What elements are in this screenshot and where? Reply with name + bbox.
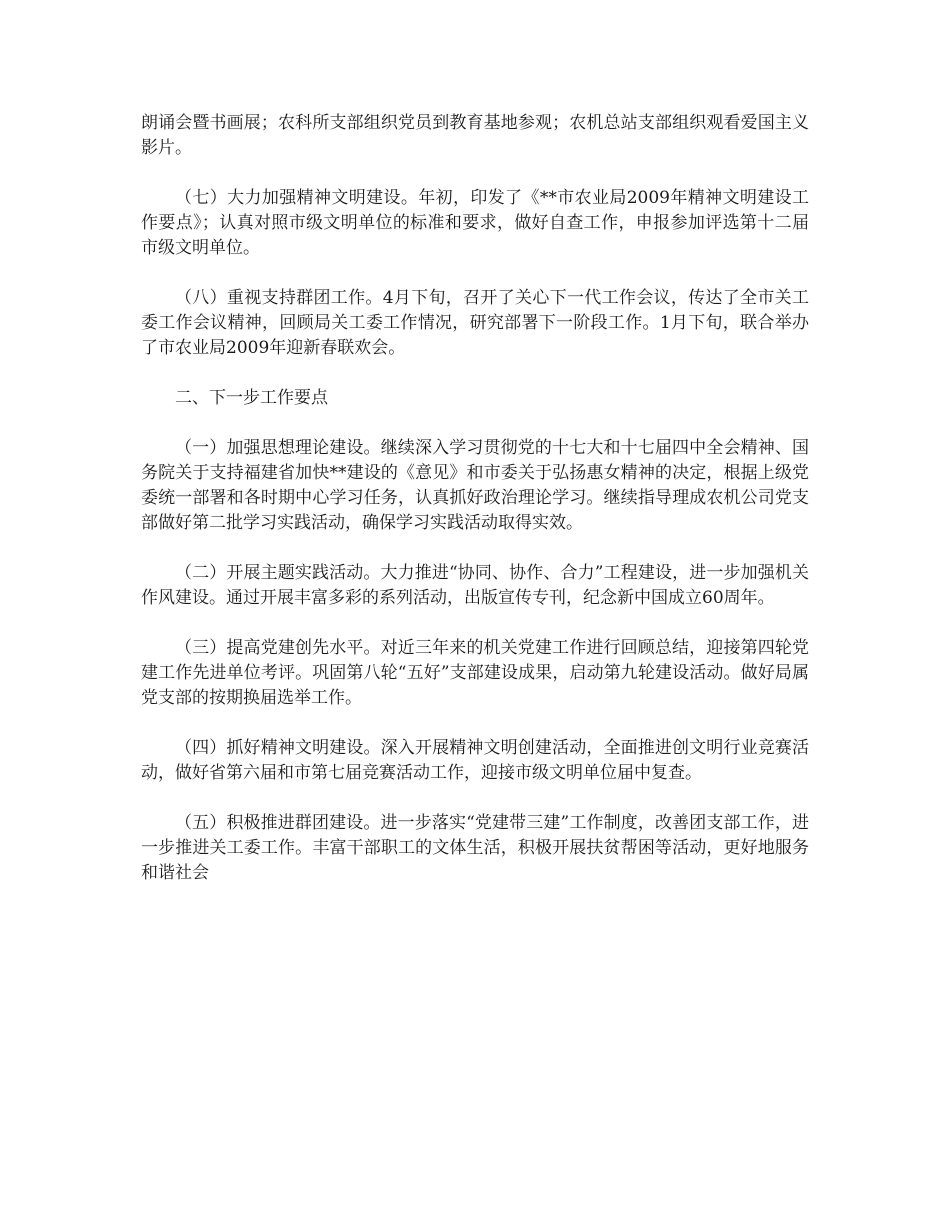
paragraph-step-4: （四）抓好精神文明建设。深入开展精神文明创建活动，全面推进创文明行业竞赛活动，做好省第六届和市第七届竞赛活动工作，迎接市级文明单位届中复查。 [141, 738, 809, 783]
paragraph-item-7: （七）大力加强精神文明建设。年初，印发了《**市农业局2009年精神文明建设工作要点》；认真对照市级文明单位的标准和要求，做好自查工作，申报参加评选第十二届市级文明单位。 [141, 188, 809, 258]
section-heading-next-steps: 二、下一步工作要点 [175, 388, 328, 408]
paragraph-continuation: 朗诵会暨书画展；农科所支部组织党员到教育基地参观；农机总站支部组织观看爱国主义影片。 [141, 113, 809, 158]
paragraph-item-8: （八）重视支持群团工作。4月下旬，召开了关心下一代工作会议，传达了全市关工委工作会议精神，回顾局关工委工作情况，研究部署下一阶段工作。1月下旬，联合举办了市农业局2009年迎新春联欢会。 [141, 288, 809, 358]
paragraph-step-3: （三）提高党建创先水平。对近三年来的机关党建工作进行回顾总结，迎接第四轮党建工作先进单位考评。巩固第八轮“五好”支部建设成果，启动第九轮建设活动。做好局属党支部的按期换届选举工作。 [141, 638, 809, 708]
paragraph-step-1: （一）加强思想理论建设。继续深入学习贯彻党的十七大和十七届四中全会精神、国务院关于支持福建省加快**建设的《意见》和市委关于弘扬惠女精神的决定，根据上级党委统一部署和各时期中心学习任务，认真抓好政治理论学习。继续指导理成农机公司党支部做好第二批学习实践活动，确保学习实践活动取得实效。 [141, 438, 809, 533]
paragraph-step-2: （二）开展主题实践活动。大力推进“协同、协作、合力”工程建设，进一步加强机关作风建设。通过开展丰富多彩的系列活动，出版宣传专刊，纪念新中国成立60周年。 [141, 563, 809, 608]
paragraph-step-5: （五）积极推进群团建设。进一步落实“党建带三建”工作制度，改善团支部工作，进一步推进关工委工作。丰富干部职工的文体生活，积极开展扶贫帮困等活动，更好地服务和谐社会 [141, 813, 809, 883]
document-body [141, 111, 809, 911]
